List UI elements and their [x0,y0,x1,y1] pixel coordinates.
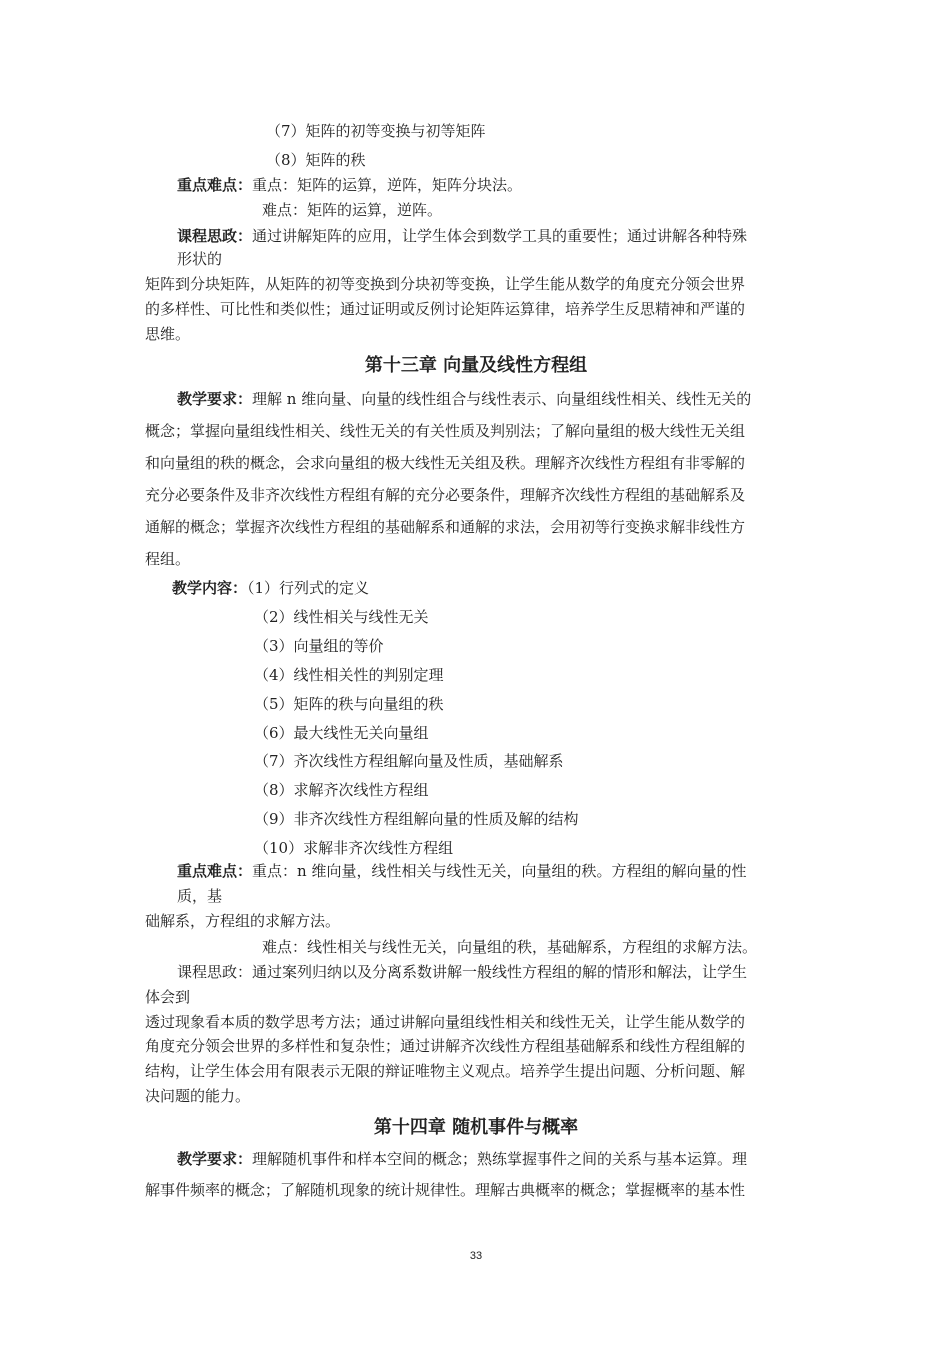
content-item: （9）非齐次线性方程组解向量的性质及解的结构 [254,810,579,828]
text-line: 础解系，方程组的求解方法。 [145,912,341,930]
difficult-points: 难点：线性相关与线性无关，向量组的秩，基础解系，方程组的求解方法。 [262,938,758,956]
label: 课程思政： [177,963,253,981]
text: 通过讲解矩阵的应用，让学生体会到数学工具的重要性；通过讲解各种特殊 [252,227,748,245]
text-line: 矩阵到分块矩阵，从矩阵的初等变换到分块初等变换，让学生能从数学的角度充分领会世界 [145,275,746,293]
label: 重点难点： [177,176,253,194]
text: 重点：矩阵的运算，逆阵，矩阵分块法。 [252,176,523,194]
difficult-points: 难点：矩阵的运算，逆阵。 [262,201,443,219]
text: 重点：n 维向量，线性相关与线性无关，向量组的秩。方程组的解向量的性 [252,862,747,880]
content-item: （1）行列式的定义 [247,579,370,597]
requirement-line [177,388,751,410]
text-line: 决问题的能力。 [145,1087,251,1105]
content-item: （8）矩阵的秩 [266,151,366,169]
text-line: 透过现象看本质的数学思考方法；通过讲解向量组线性相关和线性无关，让学生能从数学的 [145,1013,746,1031]
ideology-line [177,961,747,983]
content-item: （2）线性相关与线性无关 [254,608,429,626]
ideology-line [177,225,747,247]
text-line: 程组。 [145,550,191,568]
content-item: （3）向量组的等价 [254,637,384,655]
content-item: （8）求解齐次线性方程组 [254,781,429,799]
text-line: 思维。 [145,325,191,343]
text-line: 结构，让学生体会用有限表示无限的辩证唯物主义观点。培养学生提出问题、分析问题、解 [145,1062,746,1080]
label: 课程思政： [177,227,253,245]
chapter-title: 第十三章 向量及线性方程组 [364,355,588,376]
key-difficult-points [177,860,746,882]
content-line [172,577,369,599]
text: 理解 n 维向量、向量的线性组合与线性表示、向量组线性相关、线性无关的 [252,390,752,408]
content-item: （7）齐次线性方程组解向量及性质，基础解系 [254,752,564,770]
text-line: 充分必要条件及非齐次线性方程组有解的充分必要条件，理解齐次线性方程组的基础解系及 [145,486,746,504]
content-item: （5）矩阵的秩与向量组的秩 [254,695,444,713]
text-line: 形状的 [177,250,223,268]
label: 教学要求： [177,390,253,408]
requirement-line [177,1148,747,1170]
key-difficult-points [177,174,522,196]
text-line: 角度充分领会世界的多样性和复杂性；通过讲解齐次线性方程组基础解系和线性方程组解的 [145,1037,746,1055]
label: 教学要求： [177,1150,253,1168]
label: 教学内容： [172,579,248,597]
content-item: （7）矩阵的初等变换与初等矩阵 [266,122,486,140]
content-item: （10）求解非齐次线性方程组 [254,839,454,857]
text-line: 通解的概念；掌握齐次线性方程组的基础解系和通解的求法，会用初等行变换求解非线性方 [145,518,746,536]
text-line: 和向量组的秩的概念，会求向量组的极大线性无关组及秩。理解齐次线性方程组有非零解的 [145,454,746,472]
text-line: 概念；掌握向量组线性相关、线性无关的有关性质及判别法；了解向量组的极大线性无关组 [145,422,746,440]
chapter-title: 第十四章 随机事件与概率 [373,1117,579,1138]
content-item: （6）最大线性无关向量组 [254,724,429,742]
label: 重点难点： [177,862,253,880]
text-line: 体会到 [145,988,191,1006]
text: 理解随机事件和样本空间的概念；熟练掌握事件之间的关系与基本运算。理 [252,1150,748,1168]
text: 通过案列归纳以及分离系数讲解一般线性方程组的解的情形和解法，让学生 [252,963,748,981]
content-item: （4）线性相关性的判别定理 [254,666,444,684]
text-line: 的多样性、可比性和类似性；通过证明或反例讨论矩阵运算律，培养学生反思精神和严谨的 [145,300,746,318]
text-line: 解事件频率的概念；了解随机现象的统计规律性。理解古典概率的概念；掌握概率的基本性 [145,1181,746,1199]
page-number: 33 [469,1250,483,1262]
text-line: 质，基 [177,887,223,905]
